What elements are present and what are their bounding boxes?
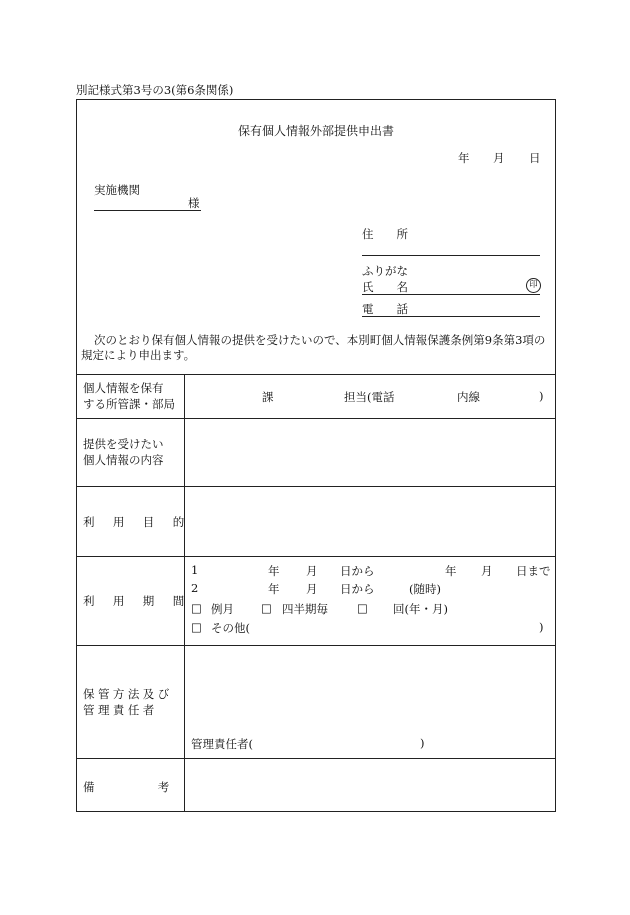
quarterly-checkbox[interactable]: □ [261, 601, 272, 615]
storage-entry-area[interactable] [185, 646, 555, 726]
times-checkbox[interactable]: □ [357, 601, 368, 615]
address-line[interactable] [362, 255, 540, 256]
other-close: ) [539, 620, 544, 634]
period-option-1-from: 日から [340, 564, 375, 578]
content-label-line-1: 提供を受けたい [83, 437, 164, 451]
period-option-1-no: 1 [191, 563, 199, 577]
remarks-label: 備 考 [83, 780, 173, 794]
other-label: その他( [211, 621, 250, 635]
phone-label: 電 話 [362, 302, 408, 316]
furigana-label: ふりがな [362, 264, 408, 278]
statement-line-1: 次のとおり保有個人情報の提供を受けたいので、本別町個人情報保護条例第9条第3項の [94, 333, 546, 347]
dept-label-line-1: 個人情報を保有 [83, 381, 164, 395]
other-checkbox[interactable]: □ [191, 620, 202, 634]
period-option-2-note: (随時) [409, 582, 441, 596]
dept-naisen: 内線 [457, 390, 480, 404]
row-divider [77, 374, 555, 375]
date-day[interactable]: 日 [529, 151, 541, 165]
name-line[interactable] [362, 294, 540, 295]
addressee-org: 実施機関 [94, 183, 140, 197]
period-option-2-no: 2 [191, 581, 199, 595]
address-label: 住 所 [362, 227, 408, 241]
purpose-entry-area[interactable] [185, 487, 555, 555]
dept-close: ) [539, 389, 544, 403]
date-month[interactable]: 月 [493, 151, 505, 165]
phone-line[interactable] [362, 316, 540, 317]
form-caption: 別記様式第3号の3(第6条関係) [76, 83, 234, 97]
seal-mark: 印 [526, 278, 541, 293]
form-title: 保有個人情報外部提供申出書 [237, 124, 394, 138]
date-year[interactable]: 年 [458, 151, 470, 165]
period-option-1-to-month: 月 [481, 564, 493, 578]
period-option-2-month: 月 [306, 582, 318, 596]
quarterly-label: 四半期毎 [282, 602, 328, 616]
times-label: 回(年・月) [393, 602, 448, 616]
dept-ka: 課 [262, 390, 274, 404]
content-entry-area[interactable] [185, 419, 555, 485]
period-option-1-to-year: 年 [445, 564, 457, 578]
application-form-frame [76, 99, 556, 812]
monthly-label: 例月 [211, 602, 234, 616]
period-option-2-from: 日から [340, 582, 375, 596]
addressee-honorific: 様 [188, 196, 200, 210]
name-label: 氏 名 [362, 280, 408, 294]
period-option-1-month: 月 [306, 564, 318, 578]
dept-label-line-2: する所管課・部局 [83, 397, 175, 411]
period-option-2-year: 年 [268, 582, 280, 596]
storage-label-line-2: 管理責任者 [83, 703, 158, 717]
content-label-line-2: 個人情報の内容 [83, 453, 164, 467]
purpose-label: 利 用 目 的 [83, 515, 188, 529]
statement-line-2: 規定により申出ます。 [81, 348, 196, 362]
period-label: 利 用 期 間 [83, 594, 188, 608]
dept-contact: 担当(電話 [344, 390, 395, 404]
remarks-entry-area[interactable] [185, 759, 555, 811]
period-option-1-to: 日まで [516, 564, 551, 578]
monthly-checkbox[interactable]: □ [191, 601, 202, 615]
manager-label: 管理責任者( [191, 737, 253, 751]
row-divider [77, 556, 555, 557]
storage-label-line-1: 保管方法及び [83, 687, 173, 701]
period-option-1-year: 年 [268, 564, 280, 578]
manager-close: ) [420, 736, 425, 750]
addressee-line[interactable] [94, 210, 201, 211]
